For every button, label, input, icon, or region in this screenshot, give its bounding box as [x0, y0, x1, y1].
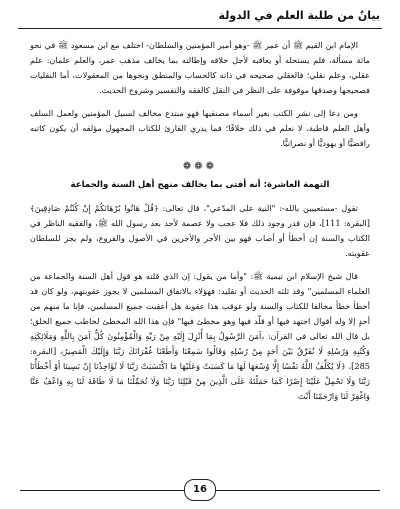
paragraph: الإمام ابن القيم ﷺ أن عمر ﷺ -وهو أمير المؤمنين والسلطان- اختلف مع ابن مسعود ﷺ في نحو مائة مسألة، فلم يستحله أو يعاقبه لأجل خلافه وإطالته بما يخالف مذهب عمر، والعلم علمان: علم عقلي، وعلم نقلي؛ فالعقلي صحيحه في ذاته كالحساب والمنطق ونحوها من المعقولات، أما النقليات فصحيحها وصدقها موقوفة على النظر في النقل كالفقه والتفسير وشروح الحديث. — [30, 40, 370, 95]
paragraph: ومن دعا إلى نشر الكتب بغير أسماء مصنفيها فهو مبتدع مخالف لسبيل المؤمنين ولعمل السلف وأهل العلم قاطبة، لا نعلم في ذلك خلافًا؛ فما يدري القارئ للكتاب المجهول مؤلفه أن يكون كاتبه رافضيًّا أو يهوديًّا أو نصرانيًّا. — [30, 108, 370, 148]
header-title: بيانٌ من طلبة العلم في الدولة — [218, 9, 380, 22]
section-separator-stars: ❁❁❁ — [182, 161, 218, 172]
page-number: 16 — [184, 479, 216, 501]
page-header — [18, 8, 382, 29]
section-title: التهمة العاشرة: أنه أفتى بما يخالف منهج أهل السنة والجماعة — [70, 180, 330, 190]
paragraph: تقول -مستعيبين بالله-: "النية على المدّعي"، قال تعالى: ﴿قُلْ هَاتُوا بُرْهَانَكُمْ إِنْ كُنْتُمْ صَادِقِينَ﴾ [البقرة: 111]، فإن قدر وجود ذلك فلا عجب ولا عصمة لأحد بعد رسول الله ﷺ، والفقيه الناظر في الكتاب والسنة إن أخطأ أو أصاب فهو بين الأجر والأجرين في الأصول والفروع، ولم يجز للسلطان عقوبته. — [30, 203, 371, 258]
paragraph: قال شيخ الإسلام ابن تيمية ﷺ: "وأما من يقول: إن الذي قلته هو قول أهل السنة والجماعة من العلماء المسلمين" وقد ثلثه الحديث أو تقليد: فهؤلاء بالاتفاق المسلمين لا يجوز عقوبتهم، ولو كان قد أخطأ خطأ مخالفا للكتاب والسنة ولو عوقب هذا عقوبة هل أعقبت جميع المسلمين، فإنا ما منهم من أحدٍ إلا وله أقوال اجتهد فيها أو قلّد فيها وهو مخطئ فيها" فإن هذا الله المخطئ لخاطب جميع الخلق؛ بل قال الله تعالى في القرآن: ﴿آمَنَ الرَّسُولُ بِمَا أُنْزِلَ إِلَيْهِ مِنْ رَبِّهِ وَالْمُؤْمِنُونَ كُلٌّ آمَنَ بِاللَّهِ وَمَلَائِكَتِهِ وَكُتُبِهِ وَرُسُلِهِ لَا نُفَرِّقُ بَيْنَ أَحَدٍ مِنْ رُسُلِهِ وَقَالُوا سَمِعْنَا وَأَطَعْنَا غُفْرَانَكَ رَبَّنَا وَإِلَيْكَ الْمَصِيرُ﴾ [البقرة: 285]، ﴿لَا يُكَلِّفُ اللَّهُ نَفْسًا إِلَّا وُسْعَهَا لَهَا مَا كَسَبَتْ وَعَلَيْهَا مَا اكْتَسَبَتْ رَبَّنَا لَا تُؤَاخِذْنَا إِنْ نَسِينَا أَوْ أَخْطَأْنَا رَبَّنَا وَلَا تَحْمِلْ عَلَيْنَا إِصْرًا كَمَا حَمَلْتَهُ عَلَى الَّذِينَ مِنْ قَبْلِنَا رَبَّنَا وَلَا تُحَمِّلْنَا مَا لَا طَاقَةَ لَنَا بِهِ وَاعْفُ عَنَّا وَاغْفِرْ لَنَا وَارْحَمْنَا أَنْتَ — [30, 271, 370, 401]
page-footer — [20, 479, 380, 501]
page-body — [30, 38, 370, 412]
